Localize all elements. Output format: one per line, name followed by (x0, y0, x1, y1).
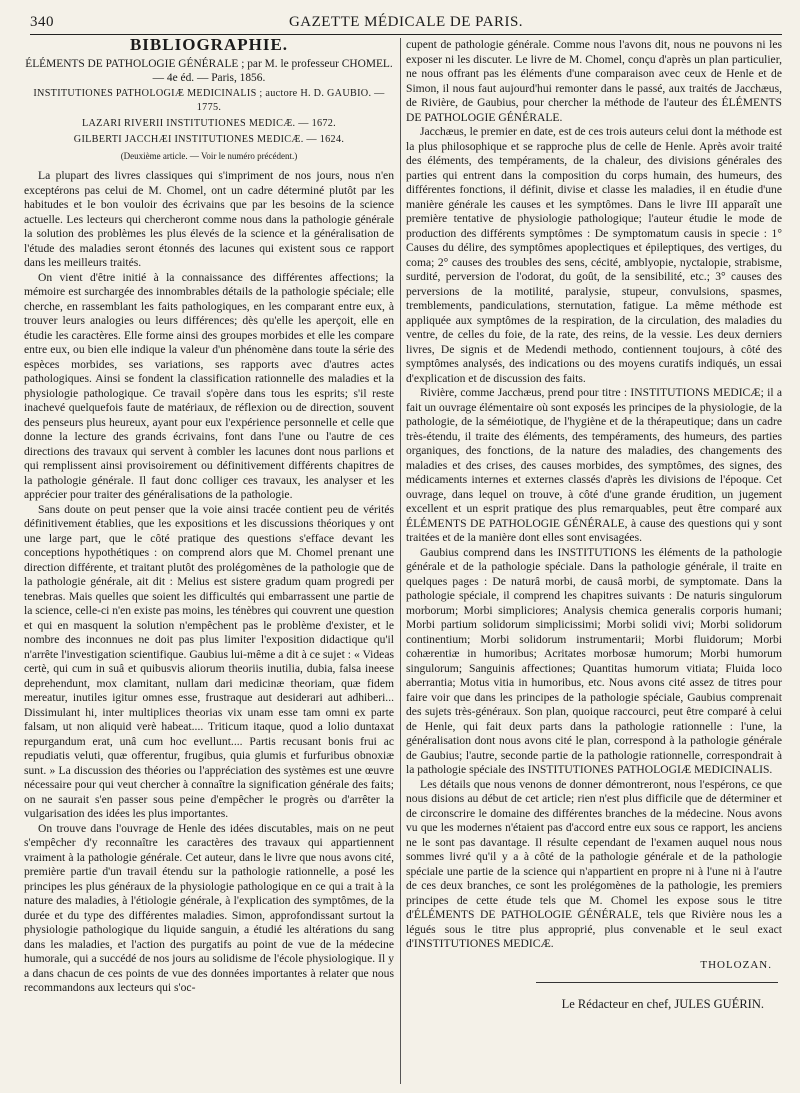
body-paragraph: On vient d'être initié à la connaissance des différentes affections; la mémoire est surchargée des innombrables détails de la pathologie spéciale; elle cherche, en rassemblant les faits pathologiques, en les comparant entre eux, à trouver leurs analogies ou leurs différences; dès qu'elle les aperçoit, elle en étudie les caractères. Elle forme ainsi des groupes morbides et elle les compare entre eux, ou bien elle indique la valeur d'un phénomène dans toute la série des espèces morbides, ses variations, ses rapports avec d'autres actes pathologiques. Ainsi se fondent la classification rationnelle des maladies et la physiologie pathologique. Ce travail s'opère dans tous les esprits; s'il reste inachevé quelquefois faute de matériaux, de réflexion ou de direction, souvent des penseurs plus heureux, ayant pour eux l'expérience personnelle et celle que donne la lecture des grands écrivains, font dans l'une ou l'autre de ces directions des travaux qui servent à combler les lacunes dont nous parlions et qui remplissent ainsi provisoirement ou définitivement différents chapitres de la pathologie générale. Il faut donc colliger ces travaux, les analyser et les apprécier pour traiter des généralisations de la pathologie. (24, 270, 394, 501)
left-column (24, 38, 394, 1090)
body-paragraph: Rivière, comme Jacchæus, prend pour titre : INSTITUTIONS MEDICÆ; il a fait un ouvrage élémentaire où sont exposés les principes de la physiologie, de la pathologie, de la séméiotique, de l'hygiène et de la thérapeutique; dans un cadre très-étendu, il traite des éléments, des tempéraments, des humeurs, des parties organiques, des fonctions, de la nature des maladies, des changements des maladies et des crises, des causes morbides, des symptômes, des signes, des médicaments internes et externes classés d'après les divisions de l'époque. Cet ouvrage, dans lequel on trouve, à côté d'une grande érudition, un jugement excellent et un esprit pratique des plus remarquables, peut être comparé aux ÉLÉMENTS DE PATHOLOGIE GÉNÉRALE, à cause des questions qui y sont traitées et de la manière dont elles sont envisagées. (406, 386, 782, 544)
author-signature: THOLOZAN. (700, 958, 772, 971)
page-number: 340 (30, 14, 54, 30)
body-paragraph: Gaubius comprend dans les INSTITUTIONS les éléments de la pathologie générale et de la pathologie spéciale. Dans la pathologie générale, il traite en quelques pages : De naturâ morbi, de causâ morbi, de symptomate. Dans la pathologie spéciale, il comprend les chapitres suivants : De naturis singulorum morborum; Morbi simpliciores; Analysis chemica generalis corporis humani; Morbi partium solidorum simplicissimi; Morbi solidi vivi; Morbi solidorum continentium; Morbi solidorum instrumentarii; Morbi fluidorum; Morbi cohærentiæ in humoribus; Acritates morbosæ humorum; Morbi humorum singulorum; Sanguinis affectiones; Quantitas humorum vitiata; Fluida loco aberrantia; Motus vitia in humoribus, etc. Nous avons cité assez de titres pour faire voir que dans les principes de la pathologie spéciale, Gaubius comprenait des sujets très-généraux. Son plan, quoique raccourci, peut être comparé à celui de Henle, qui fait deux parts dans la pathologie rationnelle : l'une, la généralisation dont nous avons cité le plan, correspond à la pathologie générale de Gaubius; l'autre, seconde partie de la pathologie rationnelle, correspondrait à la pathologie spéciale des INSTITUTIONES PATHOLOGIÆ MEDICINALIS. (406, 545, 782, 776)
right-column (406, 38, 782, 1090)
bibliography-entry: ÉLÉMENTS DE PATHOLOGIE GÉNÉRALE ; par M. le professeur CHOMEL. — 4e éd. — Paris, 1856. (25, 57, 393, 84)
publication-title: GAZETTE MÉDICALE DE PARIS. (288, 14, 524, 30)
bibliography-entry: GILBERTI JACCHÆI INSTITUTIONES MEDICÆ. — 1624. (73, 133, 345, 145)
bibliography-entry: INSTITUTIONES PATHOLOGIÆ MEDICINALIS ; auctore H. D. GAUBIO. — 1775. (33, 87, 385, 113)
bibliography-entry: LAZARI RIVERII INSTITUTIONES MEDICÆ. — 1672. (82, 117, 336, 129)
body-paragraph: Les détails que nous venons de donner démontreront, nous l'espérons, ce que nous disions au début de cet article; rien n'est plus difficile que de déterminer et de circonscrire le domaine des différentes branches de la médecine. Nous avons vu que les modernes n'étaient pas d'accord entre eux sous ce rapport, les anciens ne le sont pas davantage. Il résulte cependant de l'examen auquel nous nous sommes livré qu'il y a à côté de la pathologie générale et de la pathologie spéciale une partie de la science qui n'appartient en propre ni à l'une ni à l'autre de ces deux branches, ce sont les prolégomènes de la pathologie, les premiers principes de cette étude tels que M. Chomel les expose sous le titre d'ÉLÉMENTS DE PATHOLOGIE GÉNÉRALE, tels que Rivière nous les a légués sous le titre plus approprié, plus convenable et le seul exact d'INSTITUTIONES MEDICÆ. (406, 777, 782, 950)
page-header (30, 12, 782, 35)
editor-line: Le Rédacteur en chef, JULES GUÉRIN. (561, 997, 764, 1011)
section-title: BIBLIOGRAPHIE. (129, 38, 289, 54)
body-paragraph: cupent de pathologie générale. Comme nous l'avons dit, nous ne pouvons ni les exposer ni les discuter. Le livre de M. Chomel, conçu d'après un plan particulier, ne nous offrant pas les éléments d'une comparaison avec ceux de Henle et de Simon, il nous faut aujourd'hui remonter dans le passé, aux traités de Jacchæus, de Rivière, de Gaubius, pour chercher la méthode de l'auteur des ÉLÉMENTS DE PATHOLOGIE GÉNÉRALE. (406, 38, 782, 124)
body-paragraph: La plupart des livres classiques qui s'impriment de nos jours, nous n'en exceptérons pas celui de M. Chomel, ont un cadre déterminé plutôt par les habitudes et le bon vouloir des écrivains que par les besoins de la science actuelle. Les lecteurs qui chercheront comme nous dans la pathologie générale la solution des problèmes les plus élevés de la science et la généralisation de l'étude des maladies seront étonnés des lacunes qui existent sous ce rapport dans les meilleurs traités. (24, 169, 394, 269)
body-paragraph: On trouve dans l'ouvrage de Henle des idées discutables, mais on ne peut s'empêcher d'y reconnaître les caractères des travaux qui appartiennent vraiment à la pathologie générale. Cet auteur, dans le livre que nous avons cité, première partie d'un travail étendu sur la pathologie rationnelle, a posé les principes les plus généraux de la physiologie pathologique en ce qui a trait à la nature des maladies, à l'étiologie générale, à l'explication des symptômes, de la durée et du type des différentes maladies. Simon, approfondissant surtout la physiologie pathologique du liquide sanguin, a étudié les altérations du sang dans les maladies, et l'action des purgatifs au point de vue de la médecine humorale, qui a succédé de nos jours au solidisme de l'école physiologique. Il y a dans chacun de ces points de vue des données importantes à relater que nous recommandons aux lecteurs qui s'oc- (24, 821, 394, 994)
separator-rule (536, 982, 778, 983)
article-note: (Deuxième article. — Voir le numéro précédent.) (120, 150, 298, 161)
column-divider (400, 38, 401, 1084)
body-paragraph: Jacchæus, le premier en date, est de ces trois auteurs celui dont la méthode est la plus philosophique et se rapproche plus de celle de Henle. Après avoir traité des éléments, des tempéraments, de la chaleur, des divisions générales des parties qui entrent dans la composition du corps humain, des humeurs, des différentes fonctions, il définit, divise et classe les maladies, il en étudie d'une manière générale les causes et les symptômes. Dans le livre III apparaît une première tentative de physiologie pathologique; l'auteur étudie le mode de production des différents symptômes : De symptomatum causis in specie : 1° Causes du délire, des symptômes apoplectiques et épileptiques, des vertiges, du coma; 2° causes des troubles des sens, cécité, amblyopie, nyctalopie, strabisme, surdité, perversion de l'odorat, du goût, de la sensibilité, etc.; 3° causes des perversions de la motilité, paralysie, stupeur, convulsions, spasmes, tremblements, pandiculations, sternutation, fatigue. La même méthode est appliquée aux symptômes de la respiration, de la circulation, des maladies du ventre, de celles du foie, de la rate, des reins, de la vessie. Les deux derniers livres, De signis et de Medendi methodo, contiennent toujours, à côté des symptômes analysés, des indications ou des moyens curatifs indiqués, un essai d'explication et de discussion des faits. (406, 125, 782, 385)
body-paragraph: Sans doute on peut penser que la voie ainsi tracée contient peu de vérités définitivement établies, que les expositions et les discussions théoriques y ont une large part, que le côté pratique des questions s'efface devant les conceptions hypothétiques : on comprend alors que M. Chomel prenant une direction différente, et traitant plutôt des prolégomènes de la pathologie que de la pathologie générale, ait dit : Melius est sistere gradum quam progredi per tenebras. Mais quelles que soient les difficultés qui embarrassent une partie de la science, celle-ci n'en existe pas moins, les ténèbres qui couvrent une question et qui en masquent la solution n'empêchent pas le problème d'exister, et le nombre des inconnues ne doit pas plus limiter l'exposition didactique qu'il n'arrête l'investigation scientifique. Gaubius lui-même a dit à ce sujet : « Videas certè, qui cum in suâ et quibusvis aliorum theoriis inutilia, dubia, falsa ineese deprehendunt, mox clamitant, nullam dari medicinæ theoriam, quæ fidem mereatur, inutiles igitur omnes esse, frustraque aut desiderari aut adhiberi... Dissimulant hi, inter multiplices theorias vix unam esse tam omni ex parte falsam, ut non aliquid verè habeat.... Triticum itaque, quod a lolio duntaxat repurgandum erat, unâ cum hoc evellunt.... Partis recusant bonis frui ac repudiatis veluti, quæ offerentur, frugibus, quia glumis et furfuribus obnoxiæ sunt. » La discussion des théories ou l'appréciation des systèmes est une œuvre nécessaire pour qui veut chercher à connaître la signification générale des faits; on ne saurait s'en passer sous peine d'empêcher le progrès ou d'arrêter la vulgarisation des idées les plus importantes. (24, 502, 394, 820)
